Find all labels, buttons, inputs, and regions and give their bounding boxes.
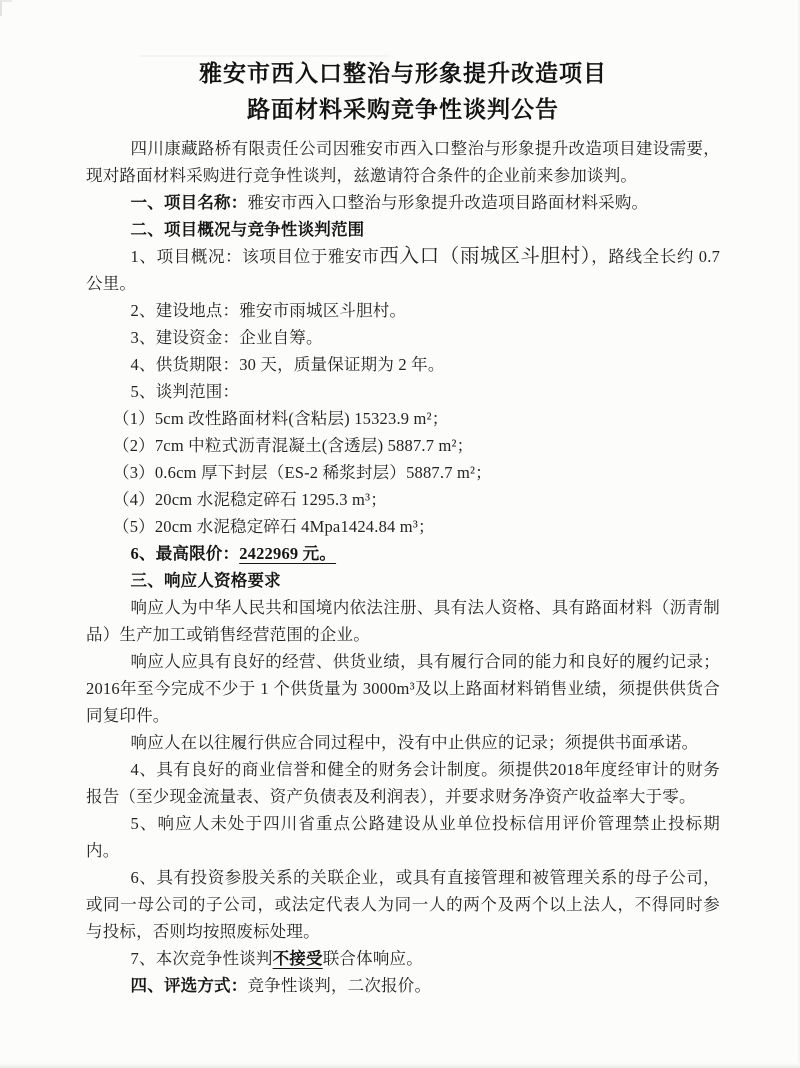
scan-bottom-edge: [0, 1063, 800, 1068]
section-four-label: 四、评选方式：: [130, 976, 248, 995]
max-price-value: 2422969 元。: [239, 544, 337, 563]
qualification-record-paragraph: 响应人在以往履行供应合同过程中，没有中止供应的记录；须提供书面承诺。: [130, 733, 699, 752]
construction-funding-line: 3、建设资金：企业自筹。: [130, 328, 323, 347]
intro-paragraph: 四川康藏路桥有限责任公司因雅安市西入口整治与形象提升改造项目建设需要，现对路面材料采购进行竞争性谈判，兹邀请符合条件的企业前来参加谈判。: [86, 139, 720, 185]
scope-item-3: （3）0.6cm 厚下封层（ES-2 稀浆封层）5887.7 m²；: [113, 463, 492, 482]
document-title-line1: 雅安市西入口整治与形象提升改造项目: [199, 61, 607, 86]
scope-item-1: （1）5cm 改性路面材料(含粘层) 15323.9 m²；: [113, 409, 449, 428]
section-three-heading: 三、响应人资格要求: [130, 571, 281, 590]
max-price-line: [86, 540, 720, 567]
overview-suffix: ，路线全长约 0.7 公里。: [86, 247, 721, 293]
overview-prefix: 1、项目概况：该项目位于雅安市: [130, 247, 380, 266]
qualification-registration-paragraph: 响应人为中华人民共和国境内依法注册、具有法人资格、具有路面材料（沥青制品）生产加工或销售经营范围的企业。: [86, 598, 720, 644]
section-one-label: 一、项目名称：: [130, 193, 248, 212]
delivery-period-line: 4、供货期限：30 天，质量保证期为 2 年。: [130, 355, 445, 374]
project-overview-line: [86, 243, 720, 297]
scan-bleed-artifact: [140, 55, 390, 57]
section-one-line: [86, 189, 720, 216]
document-body: [86, 135, 720, 999]
scope-item-4: （4）20cm 水泥稳定碎石 1295.3 m³；: [113, 490, 387, 509]
section-two-heading: 二、项目概况与竞争性谈判范围: [130, 220, 365, 239]
construction-location-line: 2、建设地点：雅安市雨城区斗胆村。: [130, 301, 407, 320]
scan-corner-artifact: [0, 0, 12, 16]
section-four-text: 竞争性谈判，二次报价。: [247, 976, 432, 995]
max-price-label: 6、最高限价：: [130, 544, 240, 563]
document-title-line2: 路面材料采购竞争性谈判公告: [247, 97, 559, 122]
scope-item-2: （2）7cm 中粒式沥青混凝土(含透层) 5887.7 m²；: [113, 436, 474, 455]
item7-prefix: 7、本次竞争性谈判: [130, 949, 273, 968]
qualification-item-5: 5、响应人未处于四川省重点公路建设从业单位投标信用评价管理禁止投标期内。: [86, 814, 720, 860]
negotiation-scope-label: 5、谈判范围：: [130, 382, 240, 401]
section-one-text: 雅安市西入口整治与形象提升改造项目路面材料采购。: [247, 193, 649, 212]
item7-emphasis: 不接受: [272, 949, 323, 968]
qualification-item-7: [86, 945, 720, 972]
qualification-item-4: 4、具有良好的商业信誉和健全的财务会计制度。须提供2018年度经审计的财务报告（至少现金流量表、资产负债表及利润表），并要求财务净资产收益率大于零。: [86, 760, 720, 806]
section-four-line: [86, 972, 720, 999]
scope-item-5: （5）20cm 水泥稳定碎石 4Mpa1424.84 m³；: [113, 517, 435, 536]
item7-suffix: 联合体响应。: [322, 949, 423, 968]
qualification-item-6: 6、具有投资参股关系的关联企业，或具有直接管理和被管理关系的母子公司，或同一母公司的子公司，或法定代表人为同一人的两个及两个以上法人，不得同时参与投标，否则均按照废标处理。: [86, 868, 720, 941]
overview-highlight: 西入口（雨城区斗胆村）: [379, 246, 592, 267]
qualification-performance-paragraph: 响应人应具有良好的经营、供货业绩，具有履行合同的能力和良好的履约记录；2016年至今完成不少于 1 个供货量为 3000m³及以上路面材料销售业绩，须提供供货合同复印件。: [86, 652, 720, 725]
